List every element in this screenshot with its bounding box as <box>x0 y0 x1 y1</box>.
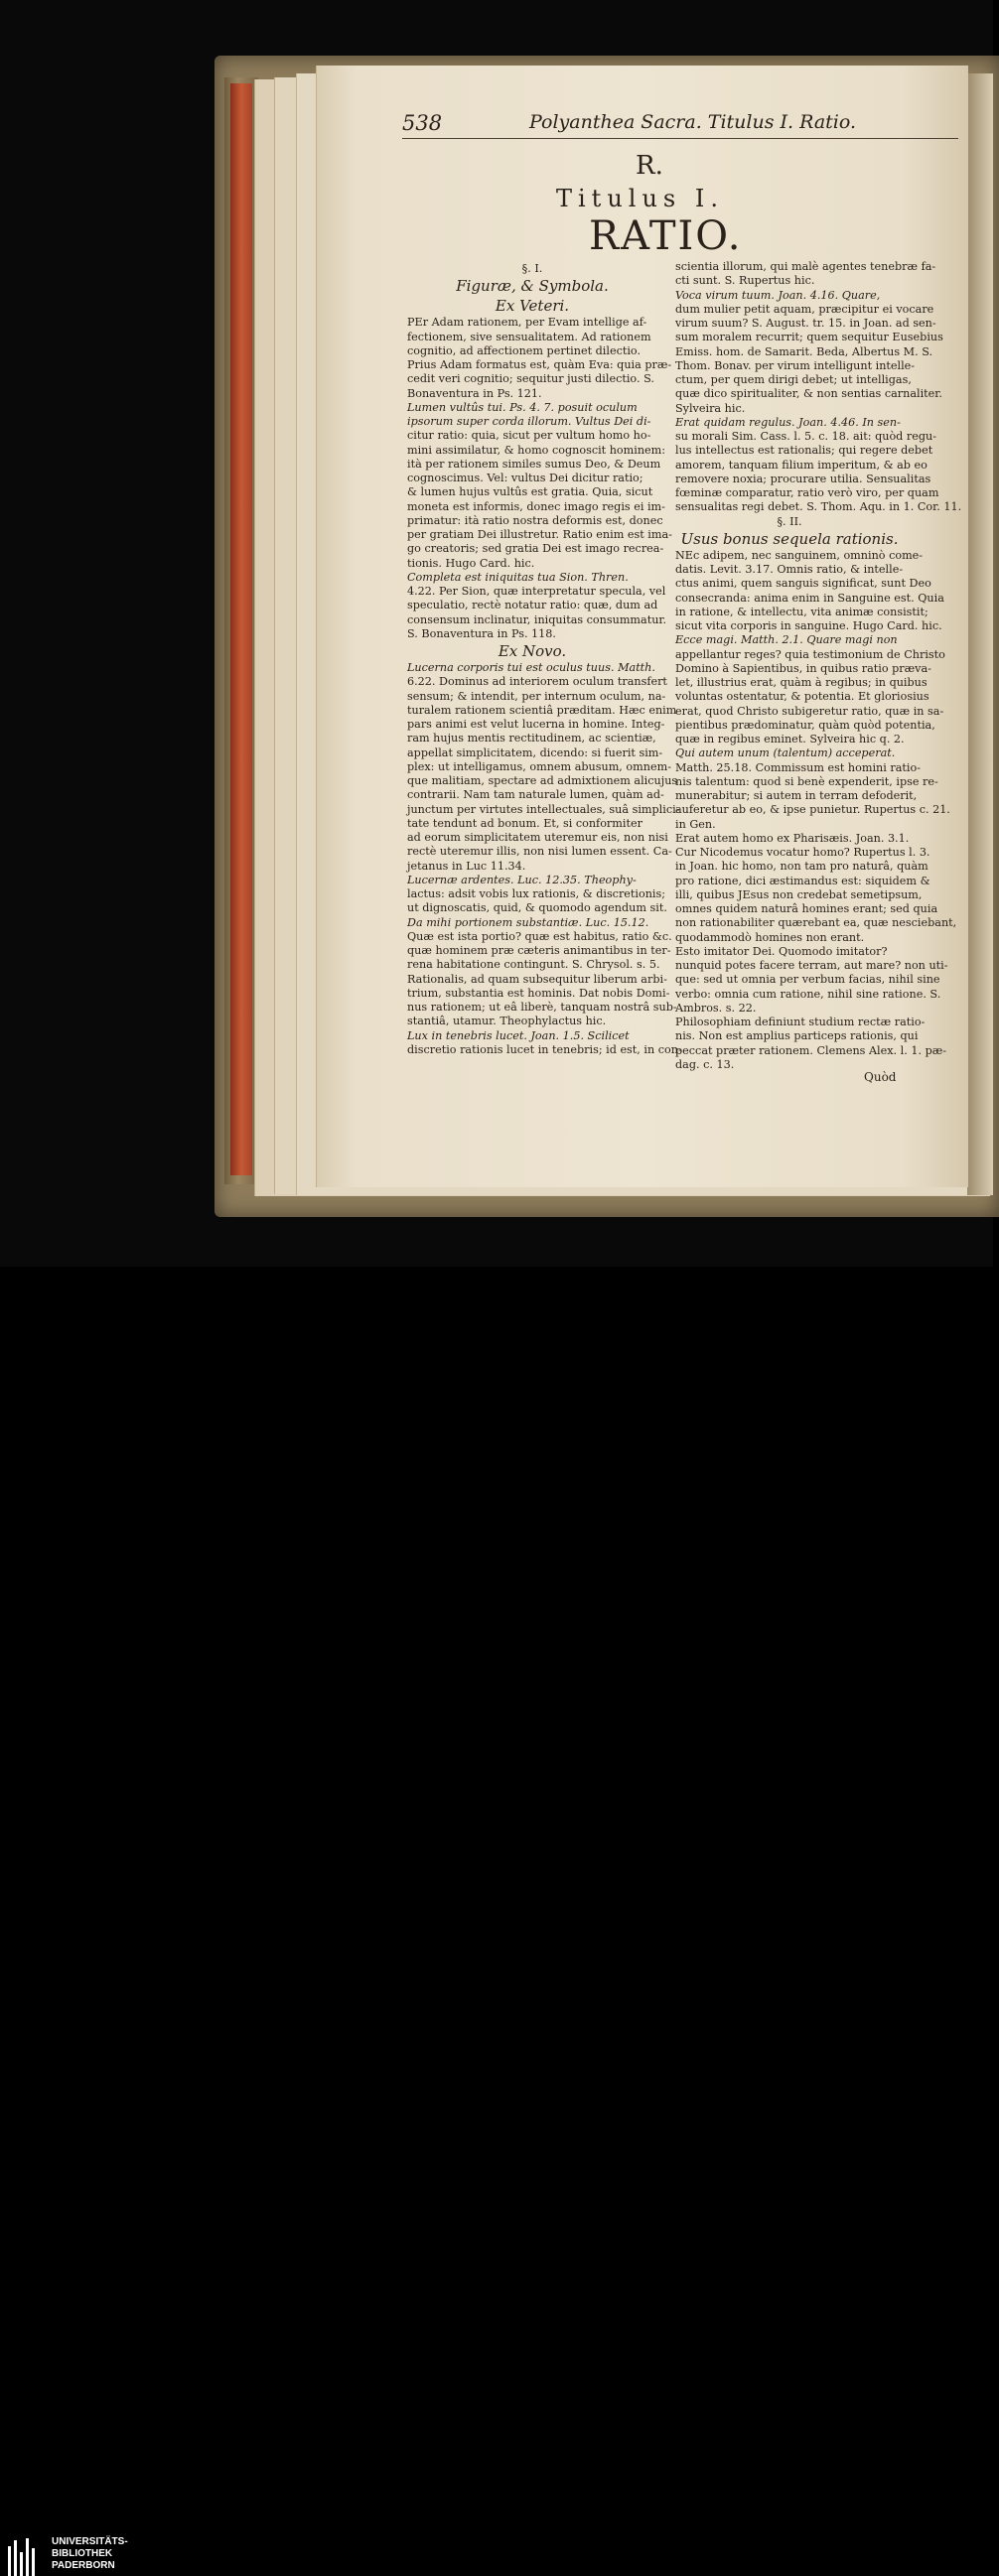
text-line: Ex Novo. <box>498 642 567 660</box>
text-line: Ambros. s. 22. <box>675 1001 757 1015</box>
text-line: fectionem, sive sensualitatem. Ad rationem <box>407 330 651 343</box>
text-line: quæ hominem præ cæteris animantibus in ter- <box>407 944 671 957</box>
left-text-column <box>407 262 682 1057</box>
text-line: sensum; & intendit, per internum oculum, na- <box>407 689 666 703</box>
text-line: Esto imitator Dei. Quomodo imitator? <box>675 944 888 958</box>
text-line: speculatio, rectè notatur ratio: quæ, dum ad <box>407 599 658 612</box>
text-line: contrarii. Nam tam naturale lumen, quàm ad- <box>407 788 664 802</box>
text-line: quæ dico spiritualiter, & non sentias carnaliter. <box>675 387 942 401</box>
text-line: cognitio, ad affectionem pertinet dilectio. <box>407 343 642 357</box>
text-line: ctus animi, quem sanguis significat, sunt Deo <box>675 577 931 591</box>
text-line: discretio rationis lucet in tenebris; id est, in con- <box>407 1042 682 1056</box>
text-line: tionis. Hugo Card. hic. <box>407 556 535 570</box>
text-line: Prius Adam formatus est, quàm Eva: quia præ- <box>407 358 672 371</box>
library-footer <box>0 1267 993 2571</box>
library-name-line: BIBLIOTHEK <box>52 2548 113 2559</box>
text-line: Matth. 25.18. Commissum est homini ratio- <box>675 760 922 774</box>
text-line: amorem, tanquam filium imperitum, & ab eo <box>675 458 928 472</box>
text-line: plex: ut intelligamus, omnem abusum, omnem- <box>407 759 671 773</box>
text-line: jetanus in Luc 11.34. <box>407 859 526 873</box>
text-line: voluntas ostentatur, & potentia. Et gloriosius <box>675 690 929 704</box>
text-line: Emiss. hom. de Samarit. Beda, Albertus M. S. <box>675 344 933 358</box>
text-line: scientia illorum, qui malè agentes tenebræ fa- <box>675 260 936 273</box>
text-line: Lucerna corporis tui est oculus tuus. Matth. <box>407 661 655 674</box>
text-line: mini assimilatur, & homo cognoscit hominem: <box>407 443 666 457</box>
text-line: Lumen vultûs tui. Ps. 4. 7. posuit oculum <box>407 400 638 414</box>
text-line: Ecce magi. Matth. 2.1. Quare magi non <box>675 633 898 647</box>
library-name-line: UNIVERSITÄTS- <box>52 2536 128 2547</box>
text-line: pientibus prædominatur, quàm quòd potentia, <box>675 718 935 732</box>
scan-background <box>0 0 993 1267</box>
text-line: Da mihi portionem substantiæ. Luc. 15.12. <box>407 915 649 929</box>
text-line: in ratione, & intellectu, vita animæ consistit; <box>675 605 928 618</box>
text-line: que: sed ut omnia per verbum facias, nihil sine <box>675 973 940 987</box>
text-line: 4.22. Per Sion, quæ interpretatur specula, vel <box>407 585 666 598</box>
text-line: cognoscimus. Vel: vultus Dei dicitur ratio; <box>407 472 643 484</box>
catchword: Quòd <box>864 1070 897 1084</box>
text-line: ità per rationem similes sumus Deo, & Deum <box>407 457 661 471</box>
text-line: PEr Adam rationem, per Evam intellige af- <box>407 316 647 330</box>
text-line: appellantur reges? quia testimonium de Christo <box>675 647 945 661</box>
text-line: illi, quibus JEsus non credebat semetipsum, <box>675 887 923 901</box>
text-line: Sylveira hic. <box>675 401 746 415</box>
text-line: cti sunt. S. Rupertus hic. <box>675 274 815 288</box>
text-line: peccat præter rationem. Clemens Alex. l. 1. pæ- <box>675 1043 947 1057</box>
running-title: Polyanthea Sacra. Titulus I. Ratio. <box>529 111 857 133</box>
page-number: 538 <box>402 111 443 135</box>
text-line: datis. Levit. 3.17. Omnis ratio, & intelle- <box>675 563 904 576</box>
text-line: Bonaventura in Ps. 121. <box>407 386 542 400</box>
header-rule <box>402 138 958 139</box>
text-line: sum moralem recurrit; quem sequitur Eusebius <box>675 331 943 344</box>
text-line: primatur: ità ratio nostra deformis est, donec <box>407 513 663 527</box>
text-line: pars animi est velut lucerna in homine. Integ- <box>407 718 665 731</box>
text-line: removere noxia; procurare utilia. Sensualitas <box>675 472 931 485</box>
text-line: cedit veri cognitio; sequitur justi dilectio. S. <box>407 372 654 386</box>
text-line: omnes quidem naturâ homines erant; sed quia <box>675 902 938 915</box>
right-text-column <box>675 260 962 1072</box>
text-line: dum mulier petit aquam, præcipitur ei vocare <box>675 302 934 316</box>
text-line: Philosophiam definiunt studium rectæ ratio- <box>675 1016 926 1028</box>
text-line: ipsorum super corda illorum. Vultus Dei di- <box>407 415 651 428</box>
text-line: Ex Veteri. <box>495 297 570 316</box>
text-line: sensualitas regi debet. S. Thom. Aqu. in 1. Cor. 11. <box>675 500 962 514</box>
text-line: nunquid potes facere terram, aut mare? non uti- <box>675 959 948 972</box>
text-line: consensum inclinatur, iniquitas consummatur. <box>407 612 667 626</box>
text-line: Lux in tenebris lucet. Joan. 1.5. Scilicet <box>407 1028 630 1042</box>
library-logo-icon <box>8 2538 40 2576</box>
text-line: appellat simplicitatem, dicendo: si fuerit sim- <box>407 746 663 759</box>
text-line: Rationalis, ad quam subsequitur liberum arbi- <box>407 972 667 986</box>
text-line: stantiâ, utamur. Theophylactus hic. <box>407 1015 607 1028</box>
main-heading: RATIO. <box>589 213 743 259</box>
text-line: rectè uteremur illis, non nisi lumen essent. Ca- <box>407 845 672 859</box>
text-line: nis. Non est amplius particeps rationis, qui <box>675 1029 919 1043</box>
text-line: §. II. <box>777 514 802 528</box>
text-line: tate tendunt ad bonum. Et, si conformiter <box>407 816 642 830</box>
red-page-edge <box>230 83 252 1175</box>
text-line: dag. c. 13. <box>675 1057 735 1071</box>
text-line: su morali Sim. Cass. l. 5. c. 18. ait: quòd regu- <box>675 430 937 443</box>
text-line: citur ratio: quia, sicut per vultum homo ho- <box>407 429 651 443</box>
facing-page-edge <box>967 73 993 1195</box>
text-line: non rationabiliter quærebant ea, quæ nesciebant, <box>675 916 957 930</box>
text-line: nus rationem; ut eâ liberè, tanquam nostrâ sub- <box>407 1001 677 1014</box>
text-line: per gratiam Dei illustretur. Ratio enim est ima- <box>407 528 672 541</box>
text-line: go creatoris; sed gratia Dei est imago recrea- <box>407 542 664 556</box>
text-line: Usus bonus sequela rationis. <box>680 529 899 548</box>
text-line: Erat quidam regulus. Joan. 4.46. In sen- <box>675 415 901 429</box>
text-line: Lucernæ ardentes. Luc. 12.35. Theophy- <box>407 873 637 886</box>
text-line: erat, quod Christo subigeretur ratio, quæ in sa- <box>675 704 944 718</box>
text-line: Thom. Bonav. per virum intelligunt intelle- <box>675 358 916 372</box>
text-line: in Gen. <box>675 817 716 831</box>
text-line: Domino à Sapientibus, in quibus ratio præva- <box>675 661 931 675</box>
text-line: turalem rationem scientiâ præditam. Hæc enim <box>407 703 677 717</box>
text-line: lus intellectus est rationalis; qui regere debet <box>675 444 933 458</box>
text-line: lactus: adsit vobis lux rationis, & discretionis; <box>407 887 666 900</box>
text-line: ad eorum simplicitatem uteremur eis, non nisi <box>407 831 668 844</box>
text-line: NEc adipem, nec sanguinem, omninò come- <box>675 548 924 562</box>
text-line: ram hujus mentis rectitudinem, ac scientiæ, <box>407 732 656 746</box>
text-line: ctum, per quem dirigi debet; ut intelligas, <box>675 373 912 386</box>
text-line: 6.22. Dominus ad interiorem oculum transfert <box>407 675 667 689</box>
text-line: moneta est informis, donec imago regis ei im- <box>407 499 665 513</box>
text-line: & lumen hujus vultûs est gratia. Quia, sicut <box>407 485 653 499</box>
library-name <box>52 2536 128 2572</box>
text-line: Qui autem unum (talentum) acceperat. <box>675 746 896 760</box>
text-line: Quæ est ista portio? quæ est habitus, ratio &c. <box>407 929 672 943</box>
text-line: in Joan. hic homo, non tam pro naturâ, quàm <box>675 860 928 874</box>
text-line: quæ in regibus eminet. Sylveira hic q. 2. <box>675 733 905 746</box>
library-name-line: PADERBORN <box>52 2560 115 2571</box>
text-line: Completa est iniquitas tua Sion. Thren. <box>407 570 629 584</box>
text-line: S. Bonaventura in Ps. 118. <box>407 626 556 640</box>
text-line: Erat autem homo ex Pharisæis. Joan. 3.1. <box>675 831 910 845</box>
text-line: quodammodò homines non erant. <box>675 930 865 944</box>
text-line: pro ratione, dici æstimandus est: siquidem & <box>675 874 930 887</box>
text-line: Figuræ, & Symbola. <box>456 277 609 296</box>
text-line: Cur Nicodemus vocatur homo? Rupertus l. 3. <box>675 846 930 859</box>
section-letter: R. <box>636 151 663 181</box>
text-line: verbo: omnia cum ratione, nihil sine ratione. S. <box>675 987 941 1001</box>
titulus-heading: Titulus I. <box>556 185 724 212</box>
text-line: fœminæ comparatur, ratio verò viro, per quam <box>675 486 939 499</box>
text-line: que malitiam, spectare ad admixtionem alicujus <box>407 774 678 787</box>
text-line: munerabitur; si autem in terram defoderit, <box>675 789 918 802</box>
text-line: let, illustrius erat, quàm à regibus; in quibus <box>675 676 928 689</box>
text-line: ut dignoscatis, quid, & quomodo agendum sit. <box>407 901 667 915</box>
text-line: Voca virum tuum. Joan. 4.16. Quare, <box>675 288 881 302</box>
text-line: rena habitatione contingunt. S. Chrysol. s. 5. <box>407 958 660 972</box>
text-line: consecranda: anima enim in Sanguine est. Quia <box>675 591 944 605</box>
text-line: sicut vita corporis in sanguine. Hugo Card. hic. <box>675 619 942 632</box>
text-line: virum suum? S. August. tr. 15. in Joan. ad sen- <box>675 317 936 330</box>
text-line: trium, substantia est hominis. Dat nobis Domi- <box>407 986 670 1000</box>
text-line: nis talentum: quod si benè expenderit, ipse re- <box>675 774 938 788</box>
text-line: auferetur ab eo, & ipse punietur. Rupertus c. 21. <box>675 803 950 817</box>
text-line: junctum per virtutes intellectuales, suâ simplici- <box>407 802 680 816</box>
text-line: §. I. <box>521 262 543 275</box>
